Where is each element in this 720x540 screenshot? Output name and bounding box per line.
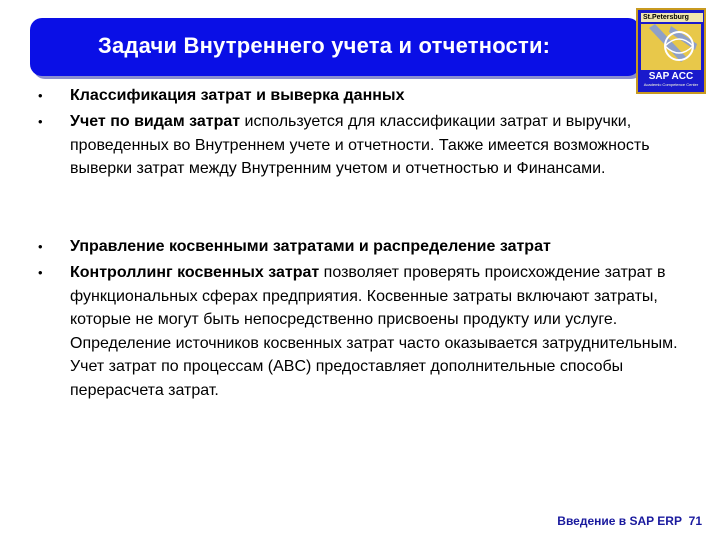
bullet-item-3-bold: Управление косвенными затратами и распределение затрат bbox=[70, 238, 551, 255]
bullet-item-4 bbox=[70, 261, 700, 402]
bullet-item-2-text: используется для классификации затрат и выручки, проведенных во Внутреннем учете и отчетности. Также имеется возможность выверки затрат между Внутренним учетом и отчетностью и Финансами. bbox=[70, 113, 650, 177]
page-number: 71 bbox=[688, 514, 702, 528]
bullet-marker: • bbox=[38, 88, 43, 103]
logo-top-label: St.Petersburg bbox=[641, 13, 703, 22]
bullet-marker: • bbox=[38, 239, 43, 254]
bullet-item-4-bold: Контроллинг косвенных затрат bbox=[70, 264, 320, 281]
bullet-item-3 bbox=[70, 235, 700, 259]
sap-acc-logo bbox=[636, 8, 706, 94]
bullet-item-1 bbox=[70, 84, 700, 108]
footer-text: Введение в SAP ERP bbox=[557, 514, 682, 528]
logo-artwork-icon bbox=[641, 24, 701, 70]
bullet-item-1-bold: Классификация затрат и выверка данных bbox=[70, 87, 405, 104]
bullet-item-4-text: позволяет проверять происхождение затрат в функциональных сферах предприятия. Косвенные затраты включают затраты, которые не могут быть непосредственно присвоены продукту или услуге. Определение источников косвенных затрат часто оказывается затруднительным. Учет затрат по процессам (ABC) предоставляет дополнительные способы перерасчета затрат. bbox=[70, 264, 678, 399]
bullet-item-2-bold: Учет по видам затрат bbox=[70, 113, 241, 130]
logo-main-text: SAP ACC bbox=[648, 71, 694, 82]
slide-footer bbox=[557, 514, 702, 528]
bullet-item-2 bbox=[70, 110, 700, 181]
bullet-marker: • bbox=[38, 114, 43, 129]
logo-sub-text: Academic Competence Center bbox=[643, 82, 699, 87]
slide-title: Задачи Внутреннего учета и отчетности: bbox=[98, 33, 551, 58]
bullet-marker: • bbox=[38, 265, 43, 280]
